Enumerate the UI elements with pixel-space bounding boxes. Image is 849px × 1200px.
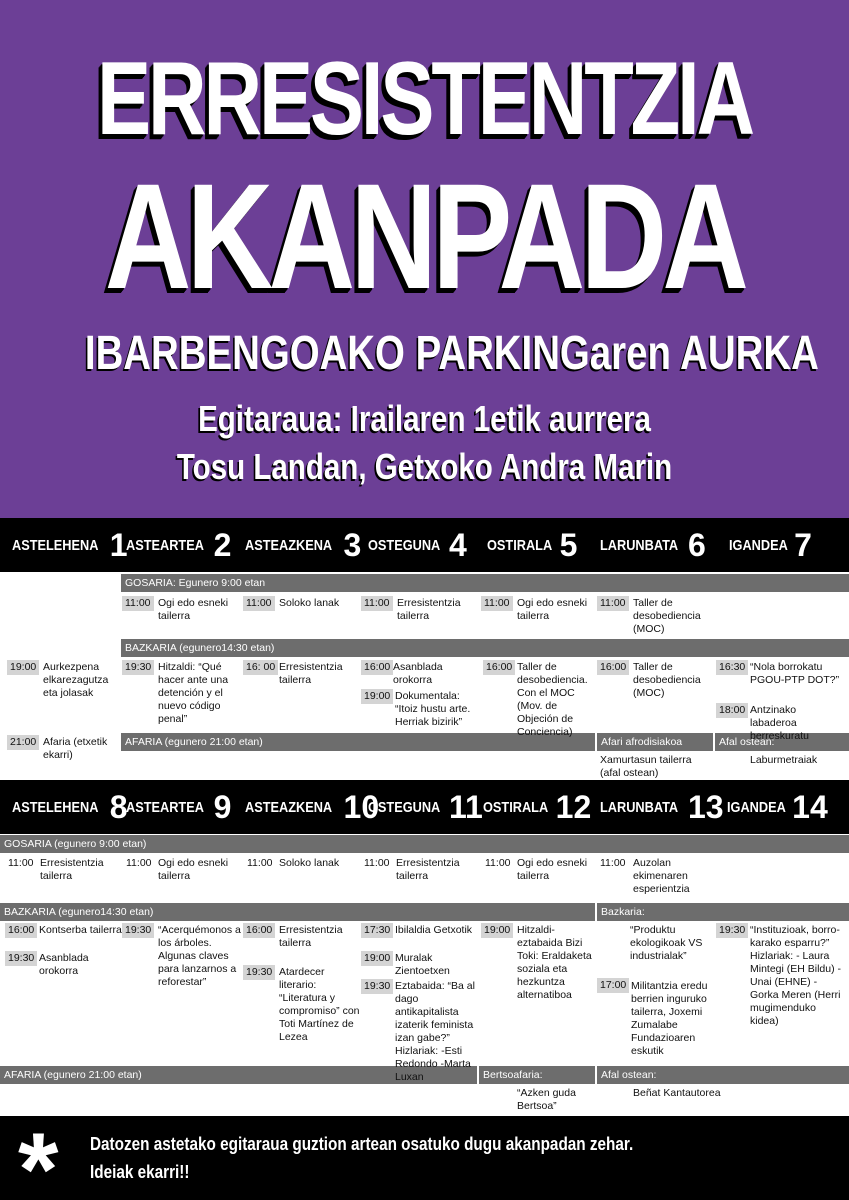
asterisk-icon: * bbox=[18, 1112, 59, 1200]
event-text: “Produktu ekologikoak VS industrialak” bbox=[630, 924, 703, 962]
event-text: “Instituzioak, borro-karako esparru?” Hizlariak: - Laura Mintegi (EH Bildu) - Unai (EHNE) - Gorka Meren (Herri mugimenduko kidea) bbox=[750, 924, 842, 1027]
day-header: ASTEAZKENA 3 bbox=[245, 526, 362, 563]
event-text: Erresistentzia tailerra bbox=[279, 924, 343, 949]
week1-day-bar bbox=[0, 518, 849, 572]
event-text: Taller de desobediencia (MOC) bbox=[633, 661, 701, 699]
subtitle: IBARBENGOAKO PARKINGaren AURKA bbox=[84, 327, 819, 380]
footer-line-2: Ideiak ekarri!! bbox=[90, 1162, 190, 1182]
event-text: Eztabaida: “Ba al dago antikapitalista izaterik feminista izan gabe?” Hizlariak: -Esti Redondo -Marta Luxan bbox=[395, 980, 475, 1083]
title-line-1: ERRESISTENTZIA bbox=[97, 41, 752, 157]
program-dates: Egitaraua: Irailaren 1etik aurrera bbox=[198, 398, 651, 439]
event-time: 19:00 bbox=[361, 689, 393, 704]
footer-line-1: Datozen astetako egitaraua guztion artean osatuko dugu akanpadan zehar. bbox=[90, 1134, 634, 1154]
event-text: Auzolan ekimenaren esperientzia bbox=[633, 857, 690, 895]
event-text: Afaria (etxetik ekarri) bbox=[43, 736, 108, 761]
event-time: 19:00 bbox=[481, 923, 513, 938]
event-text: Ogi edo esneki tailerra bbox=[158, 597, 229, 622]
event-text: Atardecer literario: “Literatura y compromiso” con Toti Martínez de Lezea bbox=[279, 966, 360, 1043]
event-time: 11:00 bbox=[361, 596, 393, 611]
event-text: Aurkezpena elkarezagutza eta jolasak bbox=[43, 661, 109, 699]
event-text: “Nola borrokatu PGOU-PTP DOT?” bbox=[750, 661, 840, 686]
event-text: Soloko lanak bbox=[279, 597, 340, 609]
day-header: ASTEAZKENA 10 bbox=[245, 788, 380, 825]
footer-text bbox=[90, 1130, 633, 1186]
afaria-band: AFARIA (egunero 21:00 etan) bbox=[121, 733, 595, 751]
event-time: 11:00 bbox=[126, 857, 152, 869]
event-time: 19:30 bbox=[122, 660, 154, 675]
day-header: ASTELEHENA 8 bbox=[12, 788, 128, 825]
event-text: Taller de desobediencia. Con el MOC (Mov. de Objeción de Conciencia) bbox=[517, 661, 588, 738]
event-time: 16:00 bbox=[483, 660, 515, 675]
bazkaria-sat-band: Bazkaria: bbox=[597, 903, 849, 921]
day-header: OSTIRALA 12 bbox=[483, 788, 592, 825]
event-time: 19:30 bbox=[361, 979, 393, 994]
event-text: Hitzaldi: “Qué hacer ante una detención y el nuevo código penal” bbox=[158, 661, 229, 725]
afari-afro-band: Afari afrodisiakoa bbox=[597, 733, 713, 751]
bazkaria-band: BAZKARIA (egunero14:30 etan) bbox=[0, 903, 595, 921]
event-text: Erresistentzia tailerra bbox=[279, 661, 343, 686]
day-header: OSTEGUNA 11 bbox=[368, 788, 483, 825]
event-time: 21:00 bbox=[7, 735, 39, 750]
day-header: ASTEARTEA 2 bbox=[126, 526, 232, 563]
event-text: Xamurtasun tailerra (afal ostean) bbox=[600, 754, 692, 779]
day-header: LARUNBATA 13 bbox=[600, 788, 724, 825]
event-text: Soloko lanak bbox=[279, 857, 340, 869]
event-text: Asanblada orokorra bbox=[39, 952, 89, 977]
event-text: Kontserba tailerra bbox=[39, 924, 122, 936]
day-header: IGANDEA 7 bbox=[729, 526, 812, 563]
event-time: 11:00 bbox=[8, 857, 34, 869]
event-text: Laburmetraiak bbox=[750, 754, 818, 766]
event-time: 16:00 bbox=[597, 660, 629, 675]
event-time: 16:00 bbox=[243, 923, 275, 938]
event-text: “Acerquémonos a los árboles. Algunas claves para lanzarnos a reforestar” bbox=[158, 924, 241, 988]
day-header: LARUNBATA 6 bbox=[600, 526, 706, 563]
event-text: Ibilaldia Getxotik bbox=[395, 924, 473, 936]
event-text: Militantzia eredu berrien inguruko tailerra, Joxemi Zumalabe Fundazioaren eskutik bbox=[631, 980, 708, 1057]
event-text: Ogi edo esneki tailerra bbox=[517, 597, 588, 622]
bazkaria-band: BAZKARIA (egunero14:30 etan) bbox=[121, 639, 849, 657]
event-time: 11:00 bbox=[247, 857, 273, 869]
event-text: Ogi edo esneki tailerra bbox=[517, 857, 588, 882]
event-time: 11:00 bbox=[243, 596, 275, 611]
event-text: Taller de desobediencia (MOC) bbox=[633, 597, 701, 635]
event-time: 17:30 bbox=[361, 923, 393, 938]
gosaria-band: GOSARIA (egunero 9:00 etan) bbox=[0, 835, 849, 853]
event-time: 11:00 bbox=[600, 857, 626, 869]
event-text: Hitzaldi-eztabaida Bizi Toki: Eraldaketa soziala eta hezkuntza alternatiboa bbox=[517, 924, 592, 1001]
event-text: Erresistentzia tailerra bbox=[397, 597, 461, 622]
event-text: Erresistentzia tailerra bbox=[396, 857, 460, 882]
event-time: 19:30 bbox=[716, 923, 748, 938]
event-time: 11:00 bbox=[597, 596, 629, 611]
event-text: Muralak Zientoetxen bbox=[395, 952, 450, 977]
event-time: 11:00 bbox=[122, 596, 154, 611]
event-time: 11:00 bbox=[364, 857, 390, 869]
event-time: 16:00 bbox=[5, 923, 37, 938]
day-header: ASTEARTEA 9 bbox=[126, 788, 232, 825]
event-text: Dokumentala: “Itoiz hustu arte. Herriak bizirik” bbox=[395, 690, 471, 728]
event-time: 18:00 bbox=[716, 703, 748, 718]
event-text: “Azken guda Bertsoa” bbox=[517, 1087, 576, 1112]
event-text: Asanblada orokorra bbox=[393, 661, 443, 686]
event-time: 19:30 bbox=[243, 965, 275, 980]
event-time: 19:30 bbox=[122, 923, 154, 938]
event-time: 11:00 bbox=[481, 596, 513, 611]
event-text: Beñat Kantautorea bbox=[633, 1087, 721, 1099]
bertsoafaria-band: Bertsoafaria: bbox=[479, 1066, 595, 1084]
afal-ostean-band: Afal ostean: bbox=[715, 733, 849, 751]
event-time: 16:00 bbox=[361, 660, 393, 675]
day-header: ASTELEHENA 1 bbox=[12, 526, 128, 563]
event-text: Ogi edo esneki tailerra bbox=[158, 857, 229, 882]
day-header: OSTIRALA 5 bbox=[487, 526, 578, 563]
day-header: IGANDEA 14 bbox=[727, 788, 828, 825]
event-text: Antzinako labaderoa berreskuratu bbox=[750, 704, 809, 742]
afaria-band: AFARIA (egunero 21:00 etan) bbox=[0, 1066, 477, 1084]
event-time: 19:00 bbox=[361, 951, 393, 966]
event-time: 11:00 bbox=[485, 857, 511, 869]
week2-day-bar bbox=[0, 780, 849, 834]
day-header: OSTEGUNA 4 bbox=[368, 526, 467, 563]
program-location: Tosu Landan, Getxoko Andra Marin bbox=[176, 446, 673, 487]
event-text: Erresistentzia tailerra bbox=[40, 857, 104, 882]
event-time: 19:30 bbox=[5, 951, 37, 966]
event-time: 19:00 bbox=[7, 660, 39, 675]
event-time: 17:00 bbox=[597, 978, 629, 993]
poster-header bbox=[0, 0, 849, 518]
afal-ostean-band: Afal ostean: bbox=[597, 1066, 849, 1084]
footer-banner bbox=[0, 1112, 849, 1200]
title-line-2: AKANPADA bbox=[104, 152, 745, 320]
event-time: 16: 00 bbox=[243, 660, 278, 675]
gosaria-band: GOSARIA: Egunero 9:00 etan bbox=[121, 574, 849, 592]
event-time: 16:30 bbox=[716, 660, 748, 675]
